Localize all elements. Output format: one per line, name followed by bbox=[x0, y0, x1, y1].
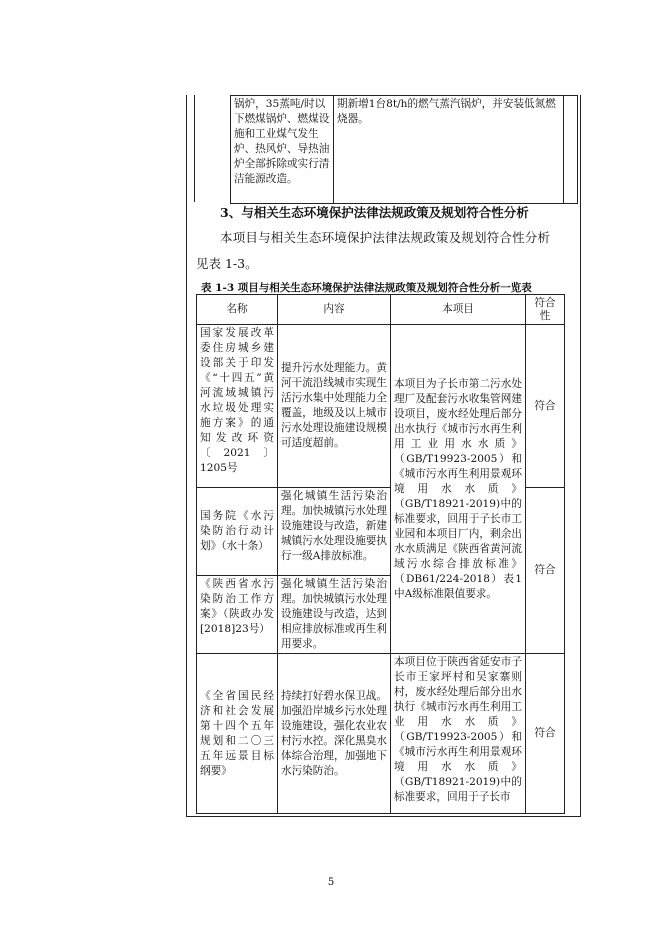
row2-content: 强化城镇生活污染治理。加快城镇污水处理设施建设与改造，新建城镇污水处理设施要执行一级A排放标准。 bbox=[278, 488, 391, 576]
continued-table bbox=[230, 95, 578, 204]
table-caption: 表 1-3 项目与相关生态环境保护法律法规政策及规划符合性分析一览表 bbox=[201, 282, 532, 294]
row1-name: 国家发展改革委住房城乡建设部关于印发《“十四五”黄河流域城镇污水垃圾处理实施方案》的通知发改环资〔2021〕1205号 bbox=[197, 325, 278, 488]
row1-content: 提升污水处理能力。黄河干流沿线城市实现生活污水集中处理能力全覆盖，地级及以上城市污水处理设施建设规模可适度超前。 bbox=[278, 325, 391, 488]
continued-project-cell: 期新增1台8t/h的燃气蒸汽锅炉，并安装低氮燃烧器。 bbox=[334, 96, 564, 204]
row4-content: 持续打好碧水保卫战。加强沿岸城乡污水处理设施建设，强化农业农村污水控。深化黑臭水体综合治理，加强地下水污染防治。 bbox=[278, 654, 391, 814]
frame-divider bbox=[194, 95, 195, 202]
table-header-row bbox=[197, 295, 565, 325]
continued-empty-cell bbox=[564, 96, 578, 204]
row3-name: 《陕西省水污染防治工作方案》（陕政办发[2018]23号） bbox=[197, 576, 278, 654]
row3-content: 强化城镇生活污染治理。加快城镇污水处理设施建设与改造，达到相应排放标准或再生利用要求。 bbox=[278, 576, 391, 654]
header-content: 内容 bbox=[278, 295, 391, 325]
header-compliance bbox=[526, 295, 565, 325]
row1-compliance: 符合 bbox=[526, 325, 565, 488]
page-number: 5 bbox=[327, 877, 335, 888]
section-heading: 3、与相关生态环境保护法律法规政策及规划符合性分析 bbox=[220, 205, 529, 220]
row2-compliance: 符合 bbox=[526, 488, 565, 654]
merged-project-cell: 本项目为子长市第二污水处理厂及配套污水收集管网建设项目，废水经处理后部分出水执行《城市污水再生利用工业用水水质》（GB/T19923-2005）和《城市污水再生利用景观环境用水水质》（GB/T18921-2019)中的标准要求，回用于子长市工业园和本项目厂内，剩余出水水质满足《陕西省黄河流域污水综合排放标准》（DB61/224-2018）表1中A级标准限值要求。 bbox=[391, 325, 526, 654]
table-row bbox=[197, 325, 565, 488]
continued-content-cell: 锅炉，35蒸吨/时以下燃煤锅炉、燃煤设施和工业煤气发生炉、热风炉、导热油炉全部拆除或实行清洁能源改造。 bbox=[231, 96, 334, 204]
row4-project: 本项目位于陕西省延安市子长市王家坪村和吴家寨则村，废水经处理后部分出水执行《城市污水再生利用工业用水水质》（GB/T19923-2005）和《城市污水再生利用景观环境用水水质》（GB/T18921-2019)中的标准要求，回用于子长市 bbox=[391, 654, 526, 814]
paragraph-line-2: 见表 1-3。 bbox=[196, 256, 258, 271]
row4-compliance: 符合 bbox=[526, 654, 565, 814]
compliance-table bbox=[196, 294, 565, 814]
row2-name: 国务院《水污染防治行动计划》（水十条） bbox=[197, 488, 278, 576]
table-row bbox=[197, 654, 565, 814]
paragraph-line-1: 本项目与相关生态环境保护法律法规政策及规划符合性分析 bbox=[220, 230, 551, 245]
row4-name: 《全省国民经济和社会发展第十四个五年规划和二〇三五年远景目标纲要》 bbox=[197, 654, 278, 814]
header-compliance-label: 符合性 bbox=[534, 296, 556, 322]
header-project: 本项目 bbox=[391, 295, 526, 325]
header-name: 名称 bbox=[197, 295, 278, 325]
